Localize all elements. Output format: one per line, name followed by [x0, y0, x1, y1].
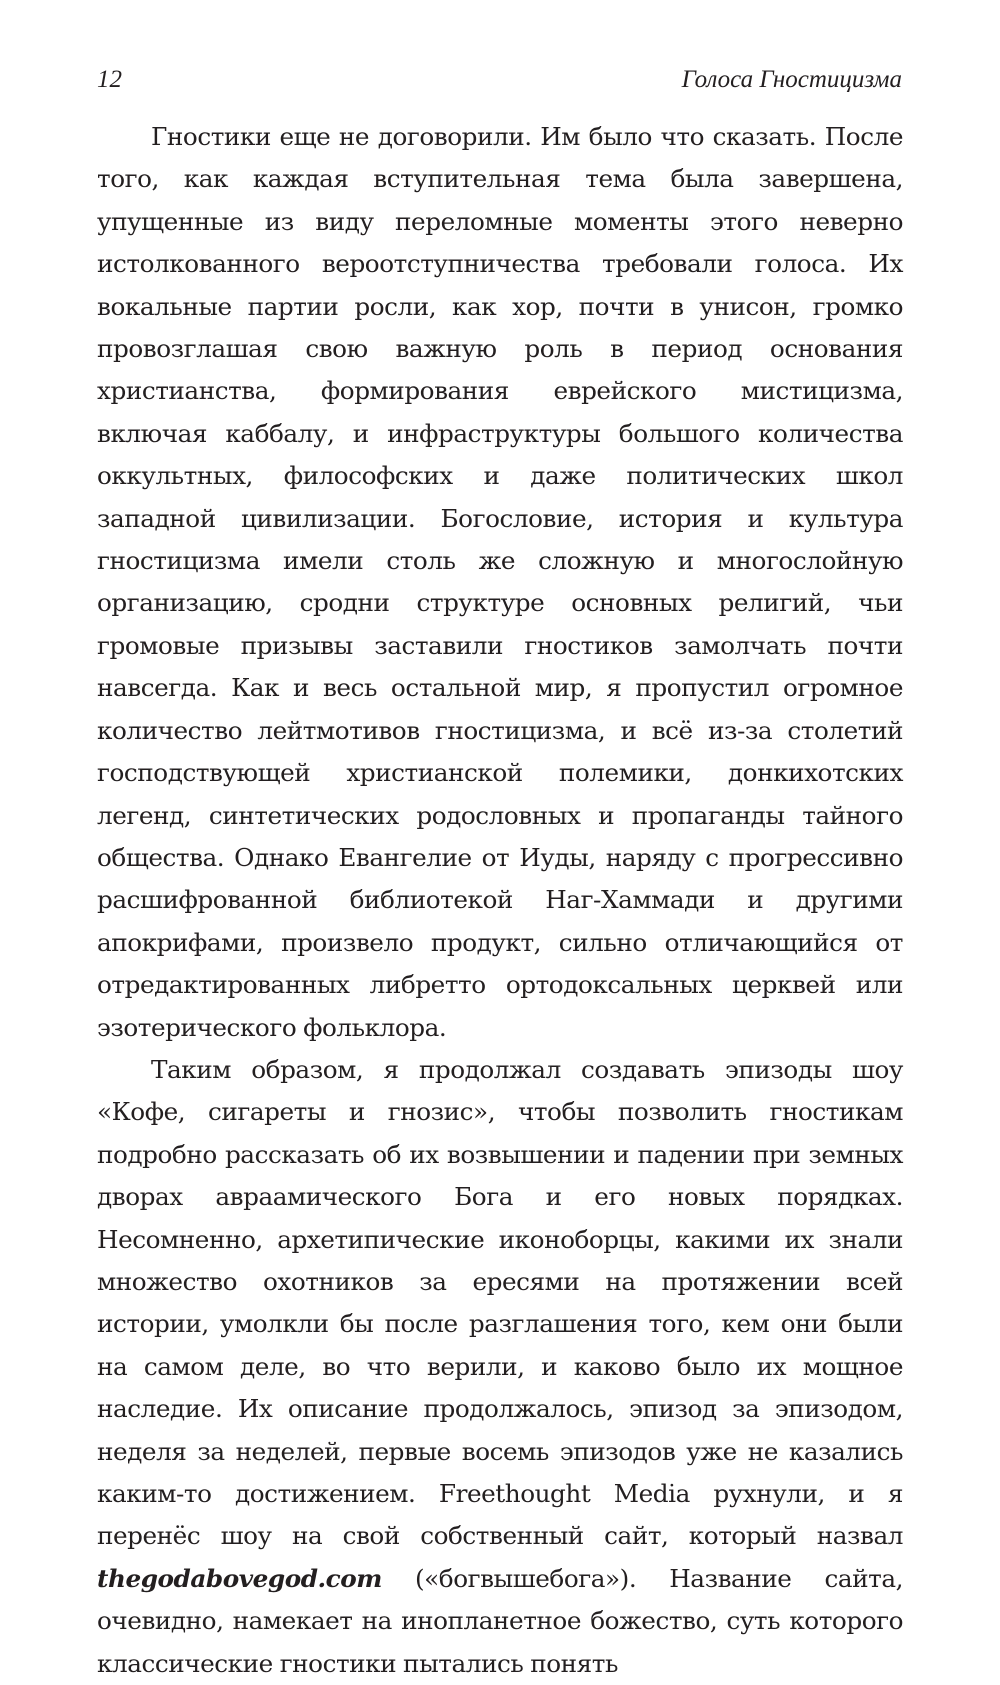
- running-head: [97, 66, 902, 106]
- page-number: 12: [97, 66, 122, 93]
- running-title: Голоса Гностицизма: [681, 66, 902, 93]
- paragraph-2-text-after: («богвышебога»). Название сайта, очевидно, намекает на инопланетное божество, суть которого классические гностики пытались понять: [97, 1563, 903, 1678]
- paragraph-1: Гностики еще не договорили. Им было что сказать. После того, как каждая вступительная тема была завершена, упущенные из виду переломные моменты этого неверно истолкованного вероотступничества требовали голоса. Их вокальные партии росли, как хор, почти в унисон, громко провозглашая свою важную роль в период основания христианства, формирования еврейского мистицизма, включая каббалу, и инфраструктуры большого количества оккультных, философских и даже политических школ западной цивилизации. Богословие, история и культура гностицизма имели столь же сложную и многослойную организацию, сродни структуре основных религий, чьи громовые призывы заставили гностиков замолчать почти навсегда. Как и весь остальной мир, я пропустил огромное количество лейтмотивов гностицизма, и всё из-за столетий господствующей христианской полемики, донкихотских легенд, синтетических родословных и пропаганды тайного общества. Однако Евангелие от Иуды, наряду с прогрессивно расшифрованной библиотекой Наг-Хаммади и другими апокрифами, произвело продукт, сильно отличающийся от отредактированных либретто ортодоксальных церквей или эзотерического фольклора.: [97, 122, 903, 1042]
- body-text: [97, 116, 903, 1685]
- paragraph-2-text-before: Таким образом, я продолжал создавать эпизоды шоу «Кофе, сигареты и гнозис», чтобы позволить гностикам подробно рассказать об их возвышении и падении при земных дворах авраамического Бога и его новых порядках. Несомненно, архетипические иконоборцы, какими их знали множество охотников за ересями на протяжении всей истории, умолкли бы после разглашения того, кем они были на самом деле, во что верили, и каково было их мощное наследие. Их описание продолжалось, эпизод за эпизодом, неделя за неделей, первые восемь эпизодов уже не казались каким-то достижением. Freethought Media рухнули, и я перенёс шоу на свой собственный сайт, который назвал: [97, 1054, 903, 1551]
- paragraph-2: [97, 1049, 903, 1685]
- site-name: thegodabovegod.com: [97, 1563, 382, 1593]
